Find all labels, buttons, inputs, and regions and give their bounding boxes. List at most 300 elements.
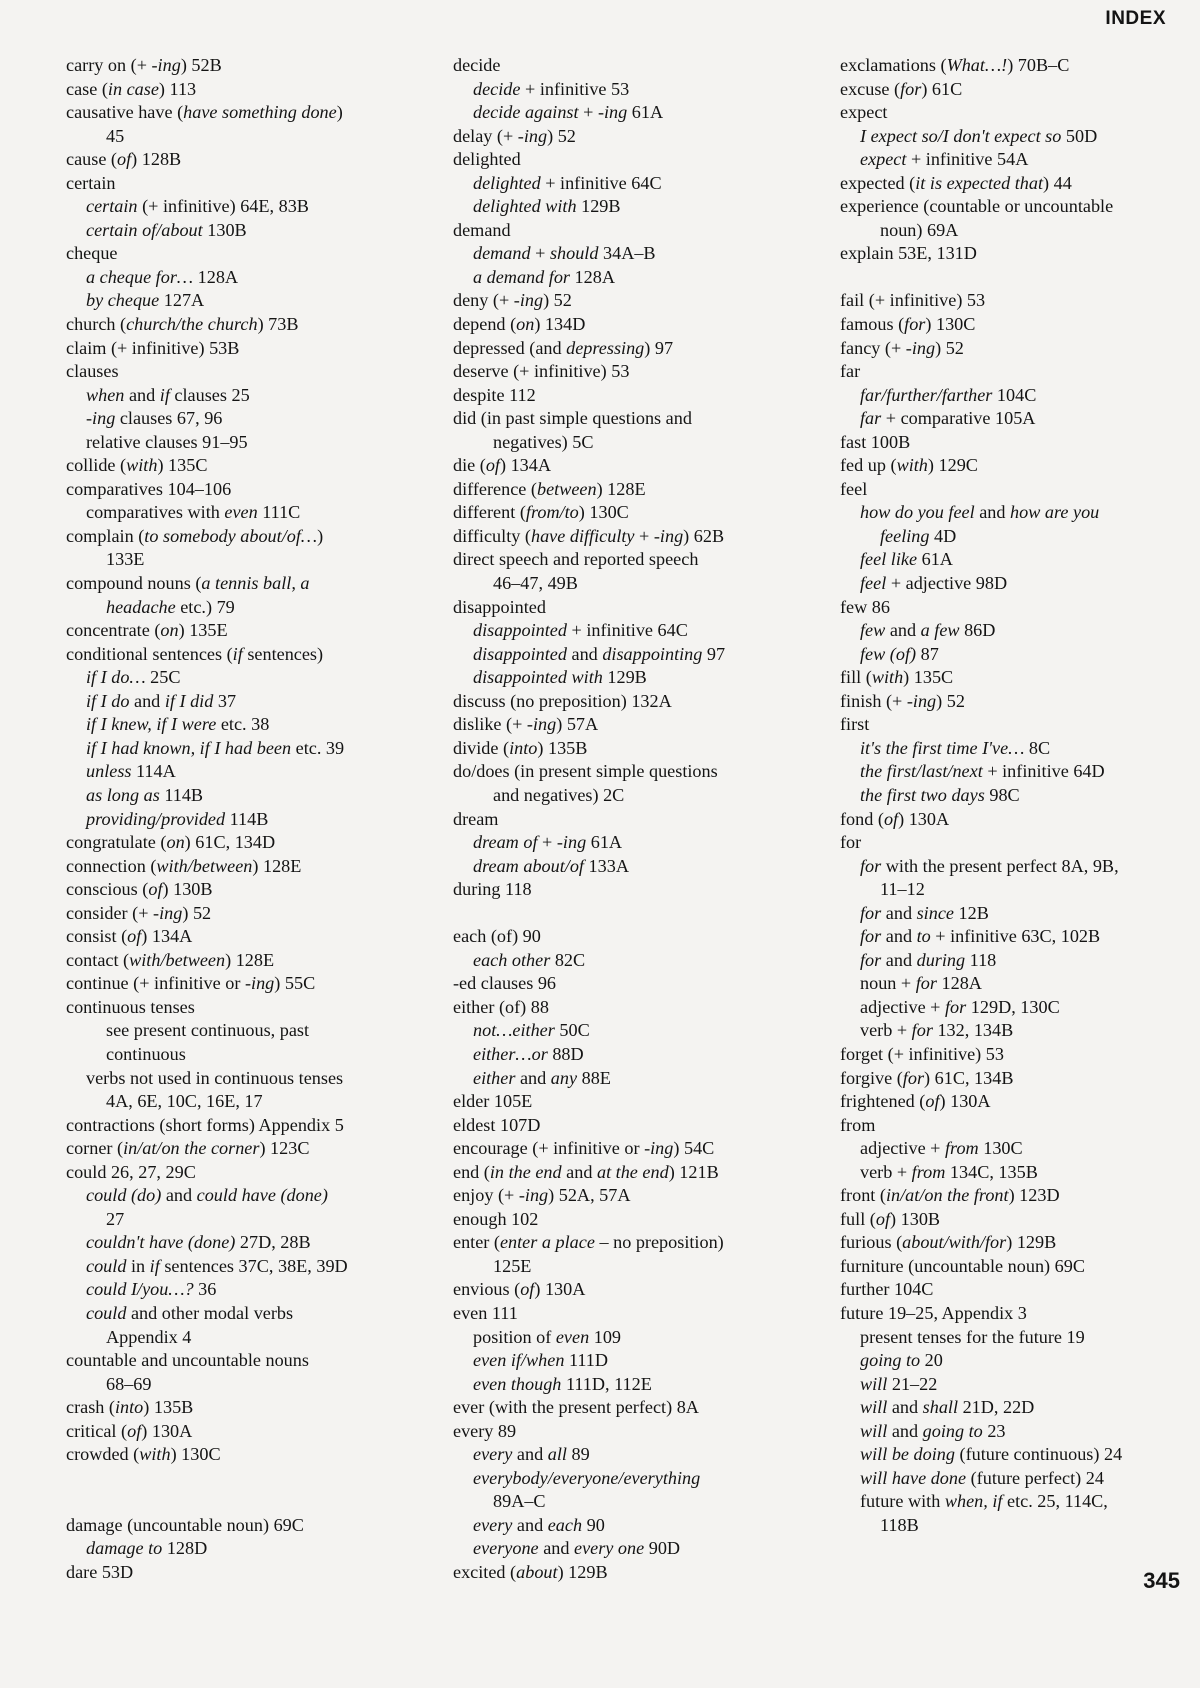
index-entry [453,1302,803,1326]
index-entry [66,643,426,667]
italic-term: if [159,384,170,405]
entry-text: ) 70B–C [1007,55,1070,75]
index-entry [66,972,426,996]
entry-text: 118B [880,1514,919,1535]
entry-text: (future perfect) 24 [966,1467,1104,1488]
entry-text: could 26, 27, 29C [66,1161,196,1182]
entry-text: end ( [453,1161,490,1182]
italic-term: -ing [653,525,684,546]
entry-text: 130C [978,1138,1023,1159]
index-entry [840,666,1192,690]
entry-text: 37 [213,690,237,711]
index-subentry [840,1420,1192,1444]
index-subentry [840,737,1192,761]
entry-text: ) 97 [644,337,674,358]
italic-term: for [900,78,922,99]
entry-text: 50D [1061,125,1098,146]
index-entry [66,619,426,643]
entry-text: elder 105E [453,1091,533,1112]
italic-term: disappointed [473,620,567,641]
entry-text: ) 129B [1006,1232,1057,1253]
entry-text: and [124,384,160,405]
entry-text: + adjective 98D [886,573,1008,594]
entry-text: case ( [66,78,108,99]
index-entry [66,54,426,78]
index-subentry [453,101,803,125]
index-entry [840,713,1192,737]
index-subentry [840,972,1192,996]
index-entry [453,737,803,761]
entry-text: discuss (no preposition) 132A [453,690,672,711]
index-spacer [66,1467,426,1491]
entry-text: explain 53E, 131D [840,243,977,264]
entry-text: 12B [953,902,989,923]
entry-text: 61A [917,549,953,570]
index-entry [453,478,803,502]
index-subentry [453,1467,803,1491]
italic-term: will have done [860,1467,967,1488]
entry-text: 114B [159,784,204,805]
index-subentry [453,172,803,196]
entry-text: full ( [840,1208,876,1229]
entry-text: front ( [840,1185,886,1206]
entry-text: and [161,1185,197,1206]
index-subentry [66,690,426,714]
italic-term: delighted [473,172,541,193]
italic-term: -ing [153,902,183,923]
index-subentry [66,266,426,290]
index-subentry [840,1137,1192,1161]
entry-text: ) 128E [225,949,275,970]
entry-text: continue (+ infinitive or [66,973,245,994]
index-subentry [453,1537,803,1561]
index-subentry [453,1255,803,1279]
italic-term: certain of/about [86,219,203,240]
italic-term: into [509,737,538,758]
entry-text: in [126,1255,150,1276]
index-entry [840,1067,1192,1091]
index-subentry [453,1373,803,1397]
italic-term: for [904,314,926,335]
entry-text: etc. 39 [291,737,345,758]
entry-text: 8C [1024,737,1051,758]
index-entry [840,54,1192,78]
entry-text: crowded ( [66,1444,140,1465]
italic-term: disappointed [473,643,567,664]
index-subentry [66,1208,426,1232]
index-subentry [453,78,803,102]
entry-text: 127A [159,290,205,311]
index-entry [453,1420,803,1444]
entry-text: disappointed [453,596,546,617]
entry-text: verbs not used in continuous tenses [86,1067,344,1088]
entry-text: cause ( [66,149,117,170]
index-subentry [840,525,1192,549]
entry-text: 129B [576,196,621,217]
entry-text: 111C [257,502,301,523]
italic-term: from [945,1138,979,1159]
entry-text: present tenses for the future 19 [860,1326,1085,1347]
index-subentry [840,1326,1192,1350]
index-subentry [453,1067,803,1091]
italic-term: of [875,1208,891,1229]
entry-text: 111D [564,1350,609,1371]
index-subentry [453,1490,803,1514]
italic-term: will [860,1397,888,1418]
index-subentry [453,831,803,855]
index-entry [66,925,426,949]
index-entry [453,501,803,525]
entry-text: dare 53D [66,1562,134,1582]
italic-term: on [160,620,179,641]
entry-text: 130B [202,219,247,240]
italic-term: if I had known, if I had been [86,737,292,758]
italic-term: for [902,1067,925,1088]
index-entry [66,1514,426,1538]
entry-text: 4A, 6E, 10C, 16E, 17 [106,1091,263,1112]
entry-text: sentences) [242,643,324,664]
italic-term: What…! [946,55,1008,75]
entry-text: 61A [586,832,623,853]
index-subentry [840,643,1192,667]
entry-text: ) 135C [157,455,208,476]
entry-text: demand [453,219,511,240]
italic-term: every one [574,1538,645,1559]
italic-term: since [916,902,954,923]
entry-text: etc. 25, 114C, [1002,1491,1108,1512]
italic-term: into [114,1397,144,1418]
italic-term: the first two days [860,784,985,805]
entry-text: 23 [982,1420,1006,1441]
italic-term: of [127,926,142,947]
index-spacer [453,902,803,926]
entry-text: carry on (+ [66,55,152,75]
entry-text: 11–12 [880,879,925,900]
index-entry [66,313,426,337]
italic-term: a demand for [473,266,570,287]
index-entry [453,148,803,172]
italic-term: everyone [473,1538,539,1559]
index-subentry [453,1326,803,1350]
entry-text: 89 [566,1444,590,1465]
italic-term: all [547,1444,567,1465]
italic-term: about [516,1562,558,1582]
entry-text: comparatives 104–106 [66,478,232,499]
index-subentry [453,1043,803,1067]
index-entry [840,1090,1192,1114]
index-subentry [840,760,1192,784]
entry-text: ) 54C [673,1138,715,1159]
entry-text: furious ( [840,1232,903,1253]
entry-text: ) 61C [921,78,963,99]
entry-text: ) 123C [259,1138,310,1159]
entry-text: finish (+ [840,690,907,711]
index-column-1 [66,54,426,1585]
index-entry [66,949,426,973]
entry-text: ) 134A [141,926,193,947]
index-entry [66,454,426,478]
index-subentry [453,619,803,643]
entry-text: + [578,102,598,123]
italic-term: disappointed with [473,667,603,688]
entry-text: 109 [589,1326,621,1347]
entry-text: church ( [66,314,127,335]
entry-text: ) 123D [1008,1185,1060,1206]
index-subentry [840,1514,1192,1538]
entry-text: see present continuous, past [106,1020,310,1041]
index-entry [840,289,1192,313]
italic-term: even though [473,1373,562,1394]
index-entry [66,78,426,102]
entry-text: ) 130C [578,502,629,523]
index-subentry [453,266,803,290]
italic-term: should [549,243,599,264]
italic-term: -ing [905,337,936,358]
italic-term: if [149,1255,160,1276]
entry-text: and [881,902,917,923]
index-entry [453,1090,803,1114]
index-subentry [840,1396,1192,1420]
entry-text: ) 130C [925,314,976,335]
italic-term: not…either [473,1020,555,1041]
entry-text: 36 [193,1279,217,1300]
entry-text: 86D [959,620,996,641]
entry-text: far [840,361,861,382]
italic-term: with [896,455,928,476]
entry-text: claim (+ infinitive) 53B [66,337,240,358]
entry-text: ) 52 [182,902,212,923]
entry-text: 27 [106,1208,125,1229]
index-entry [66,878,426,902]
italic-term: feel [860,573,887,594]
entry-text: relative clauses 91–95 [86,431,248,452]
entry-text: deny (+ [453,290,514,311]
entry-text: ) 129C [927,455,978,476]
entry-text: fancy (+ [840,337,906,358]
index-subentry [66,1255,426,1279]
index-entry [66,478,426,502]
index-spacer [66,1490,426,1514]
entry-text: collide ( [66,455,127,476]
entry-text: from [840,1114,876,1135]
entry-text: + infinitive 63C, 102B [930,926,1101,947]
index-entry [453,1114,803,1138]
entry-text: ) 130C [170,1444,221,1465]
index-column-2 [453,54,803,1585]
italic-term: -ing [513,290,544,311]
entry-text: 128A [193,266,239,287]
index-spacer [840,266,1192,290]
index-entry [840,313,1192,337]
italic-term: a cheque for… [86,266,194,287]
entry-text: experience (countable or uncountable [840,196,1114,217]
index-subentry [66,219,426,243]
entry-text: forget (+ infinitive) 53 [840,1043,1004,1064]
entry-text: ) 61C, 134B [924,1067,1014,1088]
index-subentry [66,501,426,525]
italic-term: of [883,808,899,829]
index-entry [66,1349,426,1373]
index-entry [453,760,803,784]
entry-text: + [634,525,654,546]
index-entry [453,996,803,1020]
entry-text: further 104C [840,1279,934,1300]
entry-text: consist ( [66,926,128,947]
italic-term: will [860,1373,888,1394]
index-subentry [453,666,803,690]
entry-text: clauses 25 [169,384,250,405]
index-subentry [840,548,1192,572]
entry-text: Appendix 4 [106,1326,192,1347]
index-entry [453,690,803,714]
entry-text: and [887,1397,923,1418]
entry-text: ) 52 [547,125,576,146]
entry-text: and [885,620,921,641]
entry-text: 20 [920,1350,943,1371]
italic-term: as long as [86,784,160,805]
index-entry [840,690,1192,714]
italic-term: for [860,902,882,923]
entry-text: delighted [453,149,521,170]
index-subentry [453,784,803,808]
index-entry [453,54,803,78]
entry-text: ) 130A [898,808,950,829]
index-subentry [840,1373,1192,1397]
italic-term: for [945,996,967,1017]
index-entry [840,242,1192,266]
entry-text: divide ( [453,737,510,758]
italic-term: on [516,314,535,335]
italic-term: with/between [156,855,253,876]
entry-text: excited ( [453,1562,517,1582]
italic-term: -ing [597,102,628,123]
entry-text: -ed clauses 96 [453,973,557,994]
italic-term: it is expected that [915,172,1044,193]
entry-text: even 111 [453,1302,518,1323]
italic-term: during [916,949,966,970]
index-entry [453,313,803,337]
italic-term: could (do) [86,1185,162,1206]
index-entry [66,572,426,596]
entry-text: negatives) 5C [493,431,594,452]
index-entry [66,1443,426,1467]
italic-term: about/with/for [902,1232,1007,1253]
italic-term: between [536,478,597,499]
entry-text: corner ( [66,1138,124,1159]
entry-text: ever (with the present perfect) 8A [453,1397,699,1418]
entry-text: 90 [582,1514,605,1535]
index-subentry [840,878,1192,902]
entry-text: depend ( [453,314,517,335]
entry-text: enjoy (+ [453,1185,519,1206]
index-entry [840,1114,1192,1138]
entry-text: and [512,1444,548,1465]
entry-text: 61A [627,102,664,123]
italic-term: disappointing [602,643,703,664]
entry-text: crash ( [66,1397,115,1418]
italic-term: if I did [164,690,214,711]
italic-term: of [117,149,132,170]
index-subentry [453,643,803,667]
entry-text: 34A–B [598,243,656,264]
index-entry [840,172,1192,196]
entry-text: decide [453,55,501,75]
entry-text: 128A [936,973,982,994]
entry-text: fond ( [840,808,884,829]
index-subentry [840,384,1192,408]
entry-text: continuous tenses [66,996,195,1017]
entry-text: 132, 134B [932,1020,1014,1041]
index-subentry [840,1019,1192,1043]
page-number: 345 [1143,1568,1180,1593]
index-entry [453,713,803,737]
index-subentry [66,1278,426,1302]
entry-text: and negatives) 2C [493,784,625,805]
index-entry [66,1114,426,1138]
index-subentry [453,1443,803,1467]
entry-text: ) 135C [903,667,954,688]
italic-term: will be doing [860,1444,955,1465]
entry-text: ) 130B [162,879,213,900]
index-subentry [840,1349,1192,1373]
entry-text: etc. 38 [216,714,270,735]
entry-text: difficulty ( [453,525,531,546]
italic-term: -ing [906,690,937,711]
index-subentry [66,808,426,832]
entry-text: during 118 [453,879,532,900]
index-entry [453,1278,803,1302]
entry-text: + infinitive 64D [982,761,1105,782]
index-subentry [840,1467,1192,1491]
index-entry [453,1561,803,1585]
italic-term: -ing [517,125,548,146]
entry-text: ) 52A, 57A [548,1185,631,1206]
entry-text: each (of) 90 [453,926,541,947]
italic-term: far [860,408,882,429]
italic-term: with [139,1444,171,1465]
entry-text: ) 130A [141,1420,193,1441]
index-entry [453,219,803,243]
index-subentry [840,949,1192,973]
index-entry [453,878,803,902]
entry-text: first [840,714,870,735]
index-subentry [840,1490,1192,1514]
entry-text: depressed (and [453,337,567,358]
entry-text: 82C [550,949,586,970]
index-entry [840,431,1192,455]
entry-text: 21D, 22D [958,1397,1035,1418]
entry-text: did (in past simple questions and [453,408,692,429]
entry-text: fast 100B [840,431,911,452]
entry-text: contractions (short forms) Appendix 5 [66,1114,344,1135]
index-entry [453,972,803,996]
index-subentry [453,1514,803,1538]
italic-term: couldn't have (done) [86,1232,236,1253]
entry-text: concentrate ( [66,620,161,641]
entry-text: etc.) 79 [175,596,235,617]
entry-text: 25C [145,667,181,688]
index-entry [66,1161,426,1185]
italic-term: every [473,1444,513,1465]
entry-text: 97 [702,643,726,664]
entry-text: and [561,1161,597,1182]
italic-term: few (of) [860,643,917,664]
entry-text: adjective + [860,1138,945,1159]
italic-term: demand [473,243,531,264]
italic-term: each [547,1514,583,1535]
index-subentry [840,501,1192,525]
entry-text: ) 128E [252,855,302,876]
